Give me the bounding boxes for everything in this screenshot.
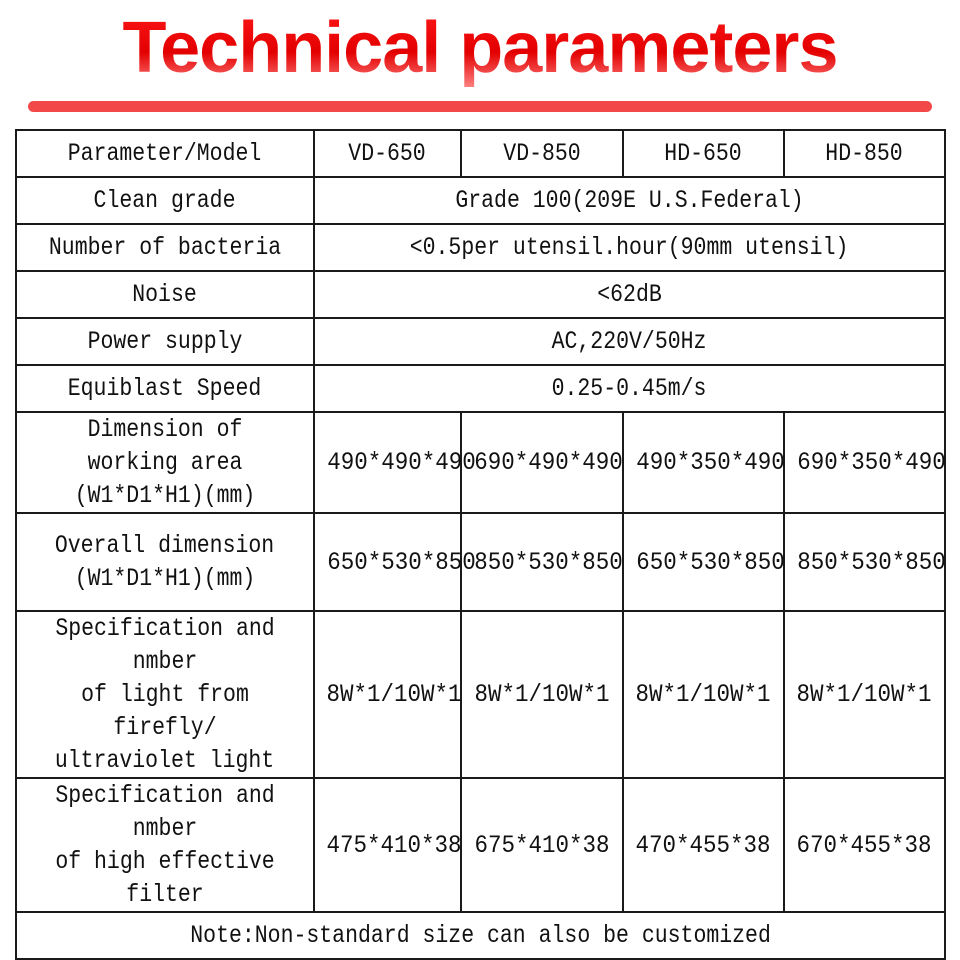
param-label-line: of light from firefly/ bbox=[81, 680, 249, 742]
cell-value: 650*530*850 bbox=[327, 547, 476, 577]
table-row bbox=[16, 224, 945, 271]
shared-value: AC,220V/50Hz bbox=[552, 327, 707, 356]
value-cell bbox=[314, 611, 461, 778]
cell-value: 475*410*38 bbox=[326, 830, 462, 860]
value-cell bbox=[314, 778, 461, 912]
note-cell bbox=[16, 912, 945, 959]
param-label-cell bbox=[16, 318, 314, 365]
shared-value-cell bbox=[314, 177, 945, 224]
title-underline bbox=[28, 101, 932, 112]
param-label-cell bbox=[16, 412, 314, 513]
note-row bbox=[16, 912, 945, 959]
param-label-line: Specification and nmber bbox=[55, 614, 275, 676]
model-cell bbox=[784, 130, 945, 177]
param-label-cell bbox=[16, 271, 314, 318]
cell-value: 490*490*490 bbox=[327, 448, 476, 477]
table-row bbox=[16, 271, 945, 318]
param-label-line: ultraviolet light bbox=[55, 746, 275, 775]
value-cell bbox=[461, 611, 623, 778]
table-row bbox=[16, 318, 945, 365]
value-cell bbox=[461, 513, 623, 611]
value-cell bbox=[784, 412, 945, 513]
header-label-cell bbox=[16, 130, 314, 177]
cell-value: 8W*1/10W*1 bbox=[474, 680, 610, 709]
param-label-cell bbox=[16, 177, 314, 224]
cell-value: 690*490*490 bbox=[474, 448, 623, 477]
header-row bbox=[16, 130, 945, 177]
value-cell bbox=[784, 778, 945, 912]
spec-table bbox=[15, 129, 946, 960]
param-label: Noise bbox=[132, 280, 198, 309]
shared-value-cell bbox=[314, 365, 945, 412]
param-label-cell bbox=[16, 513, 314, 611]
model-cell bbox=[623, 130, 784, 177]
param-label: Number of bacteria bbox=[48, 233, 282, 262]
model-name: VD-850 bbox=[503, 139, 581, 168]
cell-value: 8W*1/10W*1 bbox=[635, 680, 772, 709]
model-name: HD-650 bbox=[664, 139, 743, 168]
header-label: Parameter/Model bbox=[68, 139, 262, 168]
param-label-line: (W1*D1*H1)(mm) bbox=[74, 564, 256, 593]
table-row bbox=[16, 177, 945, 224]
value-cell bbox=[784, 611, 945, 778]
value-cell bbox=[461, 778, 623, 912]
cell-value: 850*530*850 bbox=[474, 547, 623, 577]
param-label-cell bbox=[16, 611, 314, 778]
table-row bbox=[16, 611, 945, 778]
param-label-line: Overall dimension bbox=[55, 531, 275, 560]
cell-value: 470*455*38 bbox=[635, 830, 772, 860]
page-title: Technical parameters bbox=[0, 6, 960, 90]
param-label-line: Specification and nmber bbox=[55, 781, 275, 843]
param-label-line: Dimension of working area bbox=[87, 415, 243, 477]
param-label: Clean grade bbox=[94, 186, 236, 215]
shared-value: <0.5per utensil.hour(90mm utensil) bbox=[410, 233, 849, 262]
model-name: HD-850 bbox=[825, 139, 904, 168]
shared-value: Grade 100(209E U.S.Federal) bbox=[455, 186, 804, 215]
value-cell bbox=[461, 412, 623, 513]
value-cell bbox=[784, 513, 945, 611]
param-label-line: of high effective filter bbox=[55, 847, 275, 909]
value-cell bbox=[623, 611, 784, 778]
cell-value: 8W*1/10W*1 bbox=[326, 680, 462, 709]
table-row bbox=[16, 365, 945, 412]
cell-value: 690*350*490 bbox=[797, 448, 946, 477]
cell-value: 675*410*38 bbox=[474, 830, 610, 860]
model-cell bbox=[314, 130, 461, 177]
shared-value: 0.25-0.45m/s bbox=[552, 374, 707, 403]
cell-value: 490*350*490 bbox=[636, 448, 785, 477]
model-cell bbox=[461, 130, 623, 177]
cell-value: 670*455*38 bbox=[796, 830, 933, 860]
param-label-cell bbox=[16, 778, 314, 912]
value-cell bbox=[623, 412, 784, 513]
value-cell bbox=[314, 513, 476, 611]
shared-value: <62dB bbox=[597, 280, 662, 309]
table-row bbox=[16, 412, 945, 513]
shared-value-cell bbox=[314, 224, 945, 271]
param-label-line: (W1*D1*H1)(mm) bbox=[74, 481, 256, 510]
param-label: Equiblast Speed bbox=[68, 374, 262, 403]
value-cell bbox=[314, 412, 476, 513]
cell-value: 650*530*850 bbox=[636, 547, 785, 577]
note-text: Note:Non-standard size can also be customized bbox=[190, 921, 771, 950]
cell-value: 8W*1/10W*1 bbox=[796, 680, 933, 709]
param-label: Power supply bbox=[87, 327, 243, 356]
model-name: VD-650 bbox=[348, 139, 427, 168]
value-cell bbox=[623, 513, 784, 611]
shared-value-cell bbox=[314, 271, 945, 318]
cell-value: 850*530*850 bbox=[797, 547, 946, 577]
shared-value-cell bbox=[314, 318, 945, 365]
value-cell bbox=[623, 778, 784, 912]
table-row bbox=[16, 778, 945, 912]
param-label-cell bbox=[16, 224, 314, 271]
param-label-cell bbox=[16, 365, 314, 412]
table-row bbox=[16, 513, 945, 611]
